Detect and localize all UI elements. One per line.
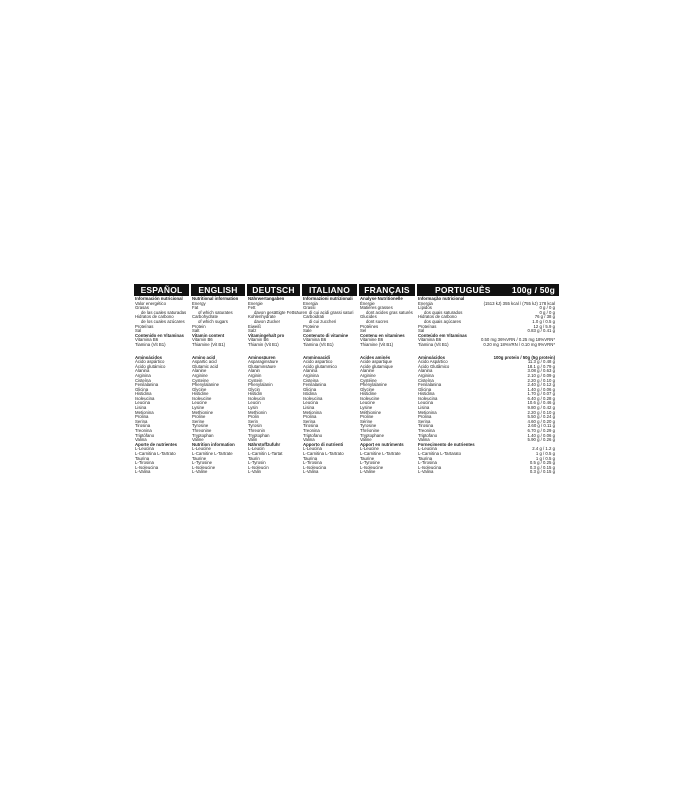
label-cell: Fat [192, 305, 199, 311]
column-fr [360, 297, 416, 475]
column-en [192, 297, 246, 475]
label-cell: Fett [248, 305, 256, 311]
label-cell: Grasas [135, 305, 149, 311]
label-cell: dont acides gras saturés [366, 309, 413, 315]
label-cell: Valine [192, 437, 204, 443]
label-cell: Arginina [135, 372, 151, 378]
label-cell: Isoleucina [303, 395, 323, 401]
value-cell: 76 g / 38 g [534, 314, 555, 320]
label-cell: L-Valina [418, 469, 434, 475]
label-cell: Histidine [360, 391, 377, 397]
label-cell: Ácido Glutâmico [418, 363, 450, 369]
value-cell: 1.70 g / 0.07 g [527, 391, 555, 397]
label-cell: Énergie [360, 300, 375, 306]
value-cell: 10.6 g / 0.46 g [527, 400, 555, 406]
label-cell: Isoleucine [360, 395, 380, 401]
label-cell: Proline [360, 414, 374, 420]
label-cell: Carboidrati [303, 314, 325, 320]
label-cell: Energia [303, 300, 318, 306]
label-cell: Sale [303, 328, 312, 334]
label-cell: Isoleucin [248, 395, 265, 401]
label-cell: L-Isoleucina [418, 464, 442, 470]
label-cell: Glycine [360, 386, 375, 392]
label-cell: Nutritional information [192, 296, 239, 301]
label-cell: Proteínas [418, 323, 437, 329]
label-cell: Phénylalanine [360, 382, 387, 388]
value-cell: 0.20 mg 18%VRN / 0.10 mg 9%VRN* [483, 341, 555, 347]
label-cell: Aporte de nutrientes [135, 441, 178, 447]
label-cell: Histidina [135, 391, 152, 397]
value-cell: 0 g / 0 g [539, 305, 555, 311]
label-cell: Carbohydrate [192, 314, 219, 320]
label-cell: Ácido glutámico [135, 363, 166, 369]
label-cell: Leucine [192, 400, 208, 406]
label-cell: Glycine [192, 386, 207, 392]
label-cell: Cystein [248, 377, 263, 383]
label-cell: Lisina [418, 405, 430, 411]
label-cell: Méthionine [360, 409, 382, 415]
label-cell: Isoleucina [418, 395, 438, 401]
label-cell: Tirosina [418, 423, 434, 429]
label-cell: L-Leucina [418, 446, 437, 452]
label-cell: Proline [192, 414, 206, 420]
label-cell: Arginina [303, 372, 319, 378]
value-cell: 1 g / 0.5 g [535, 455, 555, 461]
value-cell: 0.3 g / 0.15 g [529, 464, 555, 470]
header-serving: 100g / 50g [511, 285, 555, 295]
label-cell: Informação nutricional [418, 296, 465, 301]
label-cell: Conteúdo em Vitaminas [418, 332, 467, 338]
label-cell: dos quais açúcares [424, 318, 462, 324]
label-cell: Phenylalanin [248, 382, 273, 388]
label-cell: Tryptophan [192, 432, 214, 438]
label-cell: Aminoácidos [135, 354, 162, 360]
label-cell: L-Valine [360, 469, 376, 475]
label-cell: Valina [418, 437, 430, 443]
label-cell: Lisina [303, 405, 315, 411]
value-cell: 0.50 mg 36%VRN / 0.25 mg 18%VRN* [480, 337, 555, 343]
label-cell: L-Tirosina [135, 460, 154, 466]
label-cell: L-Tyrosine [192, 460, 213, 466]
label-cell: Treonina [418, 428, 435, 434]
label-cell: Thiamin (Vit B1) [248, 341, 279, 347]
label-cell: L-Isoleucine [360, 464, 384, 470]
label-cell: Triptófano [135, 432, 155, 438]
header-it: ITALIANO [302, 284, 357, 296]
label-cell: Taurin [248, 455, 260, 461]
label-cell: Eiweiß [248, 323, 261, 329]
label-cell: L-Valina [135, 469, 151, 475]
label-cell: L-Isoleucine [192, 464, 216, 470]
label-cell: L-Valin [248, 469, 262, 475]
label-cell: Treonina [303, 428, 320, 434]
label-cell: Ácido Aspártico [418, 359, 448, 365]
value-cell: 5.50 g / 0.24 g [527, 414, 555, 420]
value-cell: 4.60 g / 0.20 g [527, 418, 555, 424]
label-cell: Vitamin B6 [192, 337, 213, 343]
value-cell: 2.4 g / 1.2 g [532, 446, 555, 452]
label-cell: Thiamine (Vit B1) [192, 341, 226, 347]
label-cell: Tryptophan [248, 432, 270, 438]
label-cell: Tyrosin [248, 423, 262, 429]
label-cell: Contenuto di vitamine [303, 332, 349, 338]
label-cell: L-Carnitin L-Tartat [248, 451, 283, 456]
label-cell: L-Leucine [192, 446, 211, 452]
label-cell: Nährwertangaben [248, 296, 285, 301]
label-cell: Ácido aspártico [135, 359, 165, 365]
label-cell: Serina [303, 418, 316, 424]
label-cell: Leucina [418, 400, 434, 406]
label-cell: Nährstoffzufuhr [248, 441, 281, 447]
label-cell: Leucina [303, 400, 319, 406]
label-cell: Vitamina B6 [303, 337, 327, 343]
label-cell: Cisteína [418, 377, 434, 383]
label-cell: Metionina [418, 409, 437, 415]
label-cell: Glutaminsäure [248, 363, 276, 369]
label-cell: Cisteina [303, 377, 319, 383]
label-cell: of which saturates [198, 309, 233, 315]
label-cell: Glicina [418, 386, 432, 392]
header-pt-label: PORTUGUÊS [435, 285, 491, 295]
label-cell: Taurina [135, 455, 150, 461]
label-cell: Taurina [418, 455, 433, 461]
label-cell: Lisina [135, 405, 147, 411]
value-cell: 2.60 g / 0.11 g [527, 423, 555, 429]
label-cell: Protéines [360, 323, 379, 329]
label-cell: Proteine [303, 323, 320, 329]
label-cell: Lysine [192, 405, 205, 411]
value-cell: 2.20 g / 0.10 g [527, 409, 555, 415]
label-cell: Treonina [135, 428, 152, 434]
label-cell: Phenylalanine [192, 382, 219, 388]
header-pt [417, 284, 559, 296]
value-cell: 1.40 g / 0.06 g [527, 386, 555, 392]
label-cell: of which sugars [198, 318, 228, 324]
header-es: ESPAÑOL [134, 284, 189, 296]
label-cell: Tiamina (Vit B1) [418, 341, 449, 347]
label-cell: Acide aspartique [360, 359, 393, 365]
label-cell: dos quais saturados [424, 309, 463, 315]
label-cell: Tiamina (Vit B1) [303, 341, 334, 347]
value-cell: 11.3 g / 0.48 g [527, 359, 555, 365]
value-cell: 2.40 g / 0.12 g [527, 382, 555, 388]
header-en: ENGLISH [191, 284, 245, 296]
label-cell: Aminoácidos [418, 354, 445, 360]
label-cell: Grassi [303, 305, 316, 311]
label-cell: Glucides [360, 314, 377, 320]
label-cell: Energie [248, 300, 263, 306]
label-cell: Arginine [192, 372, 208, 378]
label-cell: Fenilalanina [303, 382, 327, 388]
label-cell: Alanin [248, 368, 260, 374]
label-cell: Histidina [418, 391, 435, 397]
label-cell: L-Leucin [248, 446, 265, 452]
label-cell: L-Leucina [135, 446, 154, 452]
label-cell: L-Carnitina L-Tartrato [303, 451, 344, 456]
label-cell: Leucine [360, 400, 376, 406]
label-cell: Lysin [248, 405, 258, 411]
label-cell: Taurina [303, 455, 318, 461]
value-cell: 2.20 g / 0.10 g [527, 377, 555, 383]
label-cell: Información nutricional [135, 296, 183, 301]
label-cell: L-Tyrosin [248, 460, 266, 466]
label-cell: Triptofano [303, 432, 323, 438]
label-cell: Nutrition information [192, 441, 235, 447]
value-cell: 100g protein / 50g (5g protein) [493, 354, 555, 360]
label-cell: Serina [135, 418, 148, 424]
value-cell: 0.3 g / 0.15 g [529, 469, 555, 475]
label-cell: Taurine [192, 455, 207, 461]
label-cell: Taurine [360, 455, 375, 461]
value-cell: 0.83 g / 0.41 g [527, 328, 555, 334]
label-cell: Sel [360, 328, 367, 334]
label-cell: de las cuales saturadas [141, 309, 187, 315]
label-cell: Arginina [418, 372, 434, 378]
label-cell: L-Leucina [303, 446, 322, 452]
label-cell: Prolina [303, 414, 317, 420]
label-cell: Alanina [303, 368, 318, 374]
value-cell: 0 g / 0 g [539, 309, 555, 315]
value-cell: 6.70 g / 0.29 g [527, 428, 555, 434]
header-de: DEUTSCH [247, 284, 300, 296]
value-cell: 0.5 g / 0.25 g [529, 460, 555, 466]
column-values [415, 297, 555, 475]
label-cell: Tiamina (Vit B1) [135, 341, 166, 347]
label-cell: Hidratos de carbono [418, 314, 457, 320]
value-cell: 3.08 g / 0.63 g [527, 368, 555, 374]
label-cell: Vitamingehalt pro [248, 332, 285, 338]
label-cell: Acides aminés [360, 354, 391, 360]
label-cell: Acido glutammico [303, 363, 337, 369]
label-cell: Amino acid [192, 354, 216, 360]
value-cell: 5.90 g / 0.26 g [527, 437, 555, 443]
label-cell: Kohlenhydrate [248, 314, 276, 320]
label-cell: Serin [248, 418, 259, 424]
label-cell: Cystéine [360, 377, 377, 383]
label-cell: Valina [303, 437, 315, 443]
label-cell: L-Tirosina [303, 460, 322, 466]
label-cell: Leucina [135, 400, 151, 406]
label-cell: Sérine [360, 418, 373, 424]
label-cell: di cui acidi grassi saturi [309, 309, 354, 315]
label-cell: Apport en nutriments [360, 441, 404, 447]
label-cell: Histidine [192, 391, 209, 397]
label-cell: Salz [248, 328, 257, 334]
label-cell: Serina [418, 418, 431, 424]
label-cell: Contenido en Vitaminas [135, 332, 184, 338]
label-cell: L-Isoleucin [248, 464, 269, 470]
label-cell: dont sucres [366, 318, 389, 324]
label-cell: Methionin [248, 409, 267, 415]
label-cell: Alanine [192, 368, 207, 374]
label-cell: Triptofano [418, 432, 438, 438]
label-cell: Methionine [192, 409, 214, 415]
label-cell: Lípidos [418, 305, 432, 311]
label-cell: L-Tirosina [418, 460, 437, 466]
label-cell: Aminosäuren [248, 354, 276, 360]
value-cell: 9.80 g / 0.42 g [527, 405, 555, 411]
value-cell: 1.40 g / 0.06 g [527, 432, 555, 438]
label-cell: Tyrosine [192, 423, 209, 429]
label-cell: Valina [135, 437, 147, 443]
label-cell: Vitamin B6 [248, 337, 269, 343]
label-cell: Tryptophane [360, 432, 384, 438]
label-cell: Energia [418, 300, 433, 306]
label-cell: L-Leucine [360, 446, 379, 452]
label-cell: Histidin [248, 391, 263, 397]
label-cell: Matières grasses [360, 305, 393, 311]
label-cell: Alanina [418, 368, 433, 374]
label-cell: Serine [192, 418, 205, 424]
label-cell: Vitamin content [192, 332, 225, 338]
label-cell: Valin [248, 437, 258, 443]
label-cell: Protein [192, 323, 206, 329]
value-cell: 1.0 g / 0.5 g [532, 318, 555, 324]
label-cell: Amminoacidi [303, 354, 330, 360]
label-cell: Asparaginsäure [248, 359, 279, 365]
label-cell: Apporto di nutrienti [303, 441, 344, 447]
label-cell: Threonin [248, 428, 265, 434]
column-es [135, 297, 190, 475]
label-cell: L-Valina [303, 469, 319, 475]
label-cell: de los cuales azúcares [141, 318, 185, 324]
label-cell: Fenilalanina [135, 382, 159, 388]
label-cell: Glicina [303, 386, 317, 392]
label-cell: Prolina [418, 414, 432, 420]
label-cell: Hidratos de carbono [135, 314, 174, 320]
label-cell: Acide glutamique [360, 363, 393, 369]
label-cell: Isoleucina [135, 395, 155, 401]
label-cell: Fornecimento de nutrientes [418, 441, 475, 447]
label-cell: Metionina [303, 409, 322, 415]
nutrition-label [134, 284, 559, 516]
value-cell: 1 g / 0.5 g [535, 451, 555, 456]
label-cell: Fenilalanina [418, 382, 442, 388]
label-cell: Metionina [135, 409, 154, 415]
value-cell: 2.10 g / 0.09 g [527, 372, 555, 378]
label-cell: L-Isoleucina [135, 464, 159, 470]
label-cell: Contenu en vitamines [360, 332, 405, 338]
label-cell: Salt [192, 328, 200, 334]
label-cell: Aspartic acid [192, 359, 217, 365]
label-cell: Energy [192, 300, 206, 306]
label-cell: L-Carnitine L-Tartrate [360, 451, 401, 456]
label-cell: Sal [418, 328, 425, 334]
label-cell: Sal [135, 328, 142, 334]
label-cell: Valine [360, 437, 372, 443]
label-cell: di cui zuccheri [309, 318, 337, 324]
label-cell: Vitamine B6 [360, 337, 384, 343]
label-cell: Lysine [360, 405, 373, 411]
label-cell: davon Zucker [254, 318, 281, 324]
value-cell: 6.40 g / 0.28 g [527, 395, 555, 401]
value-cell: 12 g / 5.9 g [533, 323, 555, 329]
label-cell: Cysteine [192, 377, 209, 383]
label-cell: L-Tyrosine [360, 460, 381, 466]
label-cell: Vitamina B6 [135, 337, 159, 343]
label-cell: Thréonine [360, 428, 380, 434]
label-cell: Analyse Nutritionelle [360, 296, 403, 301]
label-cell: Glutamic acid [192, 363, 219, 369]
value-cell: 18.1 g / 0.79 g [527, 363, 555, 369]
label-cell: Alanine [360, 368, 375, 374]
label-cell: Isoleucine [192, 395, 212, 401]
label-cell: davon gesättigte Fettsäuren [254, 309, 308, 315]
label-cell: Arginine [360, 372, 376, 378]
column-it [303, 297, 358, 475]
label-cell: Thiamine (Vit B1) [360, 341, 394, 347]
label-cell: Vitamina B6 [418, 337, 442, 343]
label-cell: Cisteína [135, 377, 151, 383]
label-cell: Valor energético [135, 300, 166, 306]
label-cell: Prolina [135, 414, 149, 420]
label-cell: Prolin [248, 414, 259, 420]
header-fr: FRANÇAIS [359, 284, 415, 296]
label-cell: Glycin [248, 386, 260, 392]
label-cell: Informazioni nutrizionali [303, 296, 353, 301]
label-cell: L-Isoleucina [303, 464, 327, 470]
label-cell: L-Carnitina L-Tartrato [135, 451, 176, 456]
label-cell: Alanina [135, 368, 150, 374]
label-cell: L-Carnitine L-Tartrate [192, 451, 233, 456]
label-cell: Proteínas [135, 323, 154, 329]
label-cell: Tirosina [303, 423, 319, 429]
label-cell: Arginin [248, 372, 262, 378]
label-cell: L-Carnitina L-Tartarato [418, 451, 461, 456]
label-cell: Tirosina [135, 423, 151, 429]
label-cell: Leucin [248, 400, 261, 406]
label-cell: L-Valine [192, 469, 208, 475]
label-cell: Glicina [135, 386, 149, 392]
label-cell: Istidina [303, 391, 317, 397]
label-cell: Acido aspartico [303, 359, 333, 365]
label-cell: Threonine [192, 428, 212, 434]
label-cell: Tyrosine [360, 423, 377, 429]
value-cell: (1513 kJ) 355 kcal / (755 kJ) 178 kcal [483, 300, 555, 306]
